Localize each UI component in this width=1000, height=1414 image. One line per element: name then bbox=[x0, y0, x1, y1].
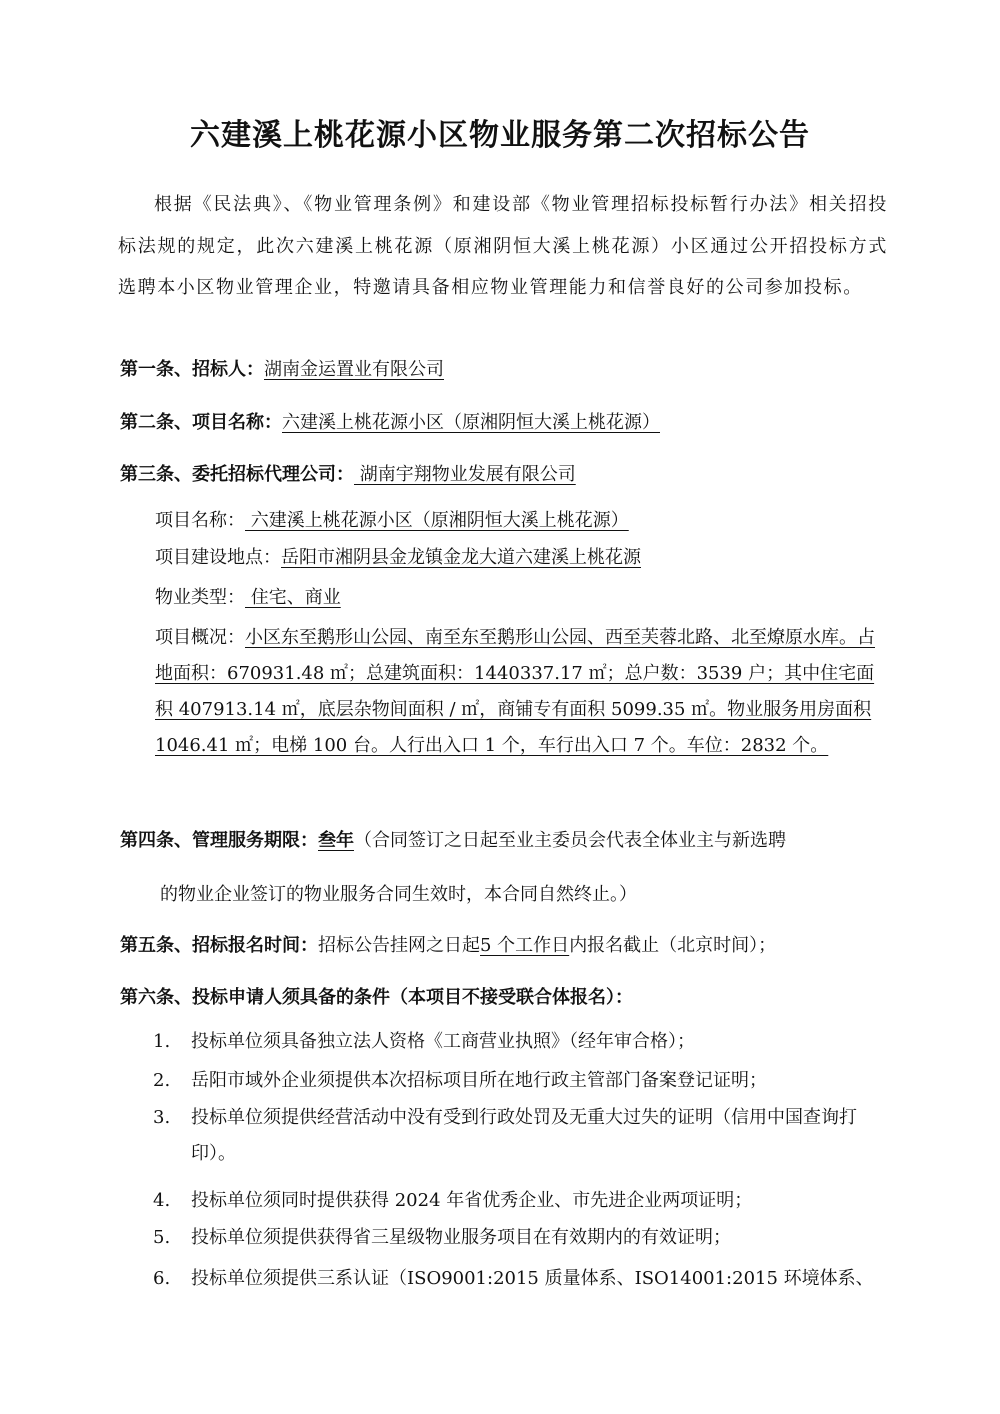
location-value: 岳阳市湘阴县金龙镇金龙大道六建溪上桃花源 bbox=[281, 547, 641, 568]
term-text: （合同签订之日起至业主委员会代表全体业主与新选聘 bbox=[354, 830, 786, 851]
requirement-item bbox=[153, 1220, 888, 1256]
requirement-number: 2. bbox=[153, 1070, 171, 1091]
requirement-item bbox=[153, 1183, 888, 1219]
requirement-text: 投标单位须具备独立法人资格《工商营业执照》（经年审合格）； bbox=[191, 1031, 695, 1052]
article-6-label: 第六条、投标申请人须具备的条件（本项目不接受联合体报名）： bbox=[120, 987, 633, 1008]
page-title: 六建溪上桃花源小区物业服务第二次招标公告 bbox=[190, 118, 810, 153]
article-1 bbox=[120, 355, 444, 381]
project-name-label: 项目名称： bbox=[155, 510, 245, 531]
requirement-number: 6. bbox=[153, 1268, 171, 1289]
article-5-text-b: 内报名截止（北京时间）； bbox=[569, 935, 777, 956]
article-2-label: 第二条、项目名称： bbox=[120, 412, 282, 433]
requirement-item bbox=[153, 1063, 888, 1099]
requirement-item bbox=[153, 1024, 888, 1060]
term-value: 叁 bbox=[318, 830, 336, 851]
overview-label: 项目概况： bbox=[155, 627, 245, 648]
tenderer-name: 湖南金运置业有限公司 bbox=[264, 359, 444, 380]
property-type-row bbox=[155, 583, 341, 609]
article-1-label: 第一条、招标人： bbox=[120, 359, 264, 380]
intro-paragraph: 根据《民法典》、《物业管理条例》和建设部《物业管理招标投标暂行办法》相关招投标法规的规定，此次六建溪上桃花源（原湘阴恒大溪上桃花源）小区通过公开招投标方式选聘本小区物业管理企业，特邀请具备相应物业管理能力和信誉良好的公司参加投标。 bbox=[118, 194, 888, 298]
overview-value: 小区东至鹅形山公园、南至东至鹅形山公园、西至芙蓉北路、北至燎原水库。占地面积：670931.48 ㎡；总建筑面积：1440337.17 ㎡；总户数：3539 户；其中住宅面积 407913.14 ㎡，底层杂物间面积 / ㎡，商铺专有面积 5099.35 ㎡。物业服务用房面积 1046.41 ㎡；电梯 100 台。人行出入口 1 个，车行出入口 7 个。车位：2832 个。 bbox=[155, 627, 875, 756]
requirement-number: 3. bbox=[153, 1107, 171, 1128]
working-days: 5 个工作日 bbox=[480, 935, 570, 956]
project-name-value: 六建溪上桃花源小区（原湘阴恒大溪上桃花源） bbox=[245, 510, 629, 531]
article-2 bbox=[120, 408, 660, 434]
requirement-number: 1. bbox=[153, 1031, 171, 1052]
requirement-number: 5. bbox=[153, 1227, 171, 1248]
requirement-item bbox=[153, 1261, 888, 1297]
agency-name: 湖南宇翔物业发展有限公司 bbox=[354, 464, 576, 485]
article-4-label: 第四条、管理服务期限： bbox=[120, 830, 318, 851]
article-4 bbox=[120, 826, 786, 852]
project-overview bbox=[155, 620, 885, 764]
requirement-text: 投标单位须提供三系认证（ISO9001:2015 质量体系、ISO14001:2015 环境体系、 bbox=[191, 1268, 874, 1289]
location-label: 项目建设地点： bbox=[155, 547, 281, 568]
article-5 bbox=[120, 931, 776, 957]
article-5-text-a: 招标公告挂网之日起 bbox=[318, 935, 480, 956]
article-4-continued: 的物业企业签订的物业服务合同生效时，本合同自然终止。） bbox=[160, 884, 637, 905]
requirement-text: 投标单位须提供获得省三星级物业服务项目在有效期内的有效证明； bbox=[191, 1227, 731, 1248]
article-6 bbox=[120, 983, 633, 1009]
requirement-text: 岳阳市域外企业须提供本次招标项目所在地行政主管部门备案登记证明； bbox=[191, 1070, 767, 1091]
article-5-label: 第五条、招标报名时间： bbox=[120, 935, 318, 956]
requirement-text: 投标单位须提供经营活动中没有受到行政处罚及无重大过失的证明（信用中国查询打印）。 bbox=[191, 1107, 857, 1164]
requirement-number: 4. bbox=[153, 1190, 171, 1211]
project-name: 六建溪上桃花源小区（原湘阴恒大溪上桃花源） bbox=[282, 412, 660, 433]
term-unit: 年 bbox=[336, 830, 354, 851]
property-type-value: 住宅、商业 bbox=[245, 587, 341, 608]
requirement-item bbox=[153, 1100, 888, 1172]
property-type-label: 物业类型： bbox=[155, 587, 245, 608]
requirement-text: 投标单位须同时提供获得 2024 年省优秀企业、市先进企业两项证明； bbox=[191, 1190, 753, 1211]
article-3-label: 第三条、委托招标代理公司： bbox=[120, 464, 354, 485]
location-row bbox=[155, 543, 641, 569]
article-3 bbox=[120, 460, 576, 486]
project-name-row bbox=[155, 506, 629, 532]
